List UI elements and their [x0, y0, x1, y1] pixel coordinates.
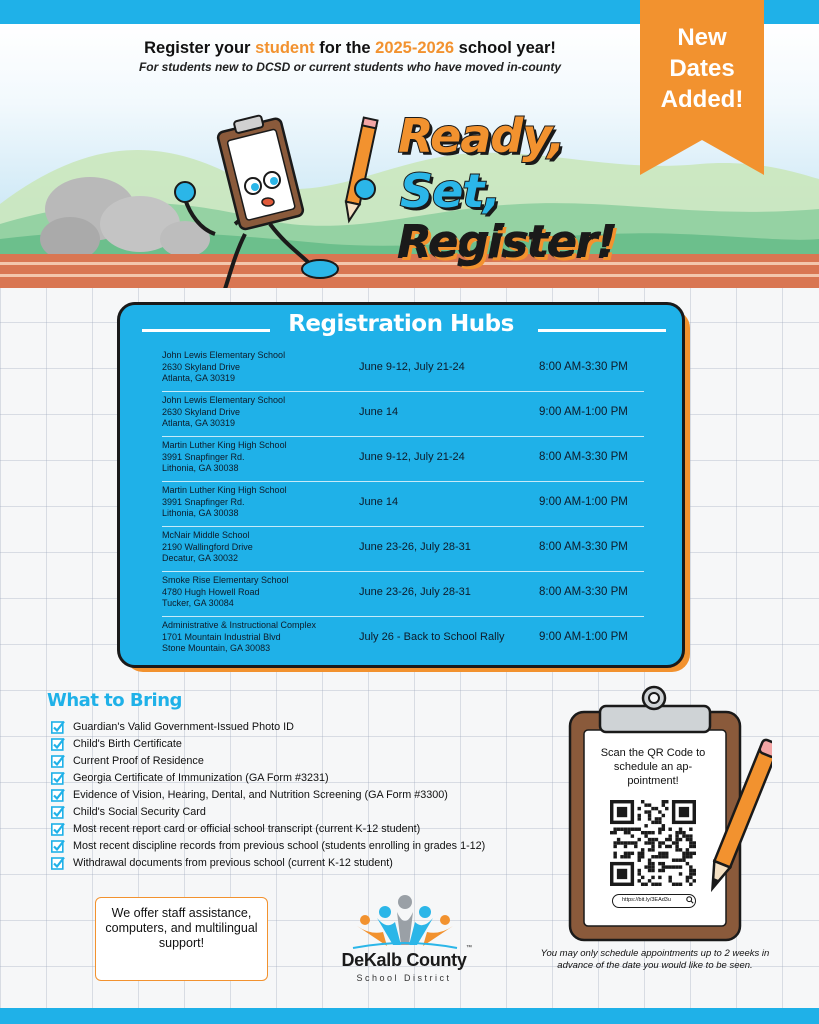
hub-dates: June 14 — [359, 406, 399, 418]
checkbox-checked-icon — [51, 720, 65, 734]
hub-school-name: Martin Luther King High School — [162, 485, 287, 495]
hub-row — [162, 437, 644, 482]
bring-item-label: Child's Birth Certificate — [73, 737, 182, 750]
hub-address — [162, 620, 357, 655]
hub-city: Atlanta, GA 30319 — [162, 418, 236, 428]
checkbox-checked-icon — [51, 771, 65, 785]
new-dates-label: New Dates Added! — [660, 24, 744, 113]
hub-hours: 9:00 AM-1:00 PM — [539, 406, 628, 418]
what-to-bring-title: What to Bring — [47, 690, 182, 711]
what-to-bring-list — [51, 718, 571, 871]
hub-city: Lithonia, GA 30038 — [162, 508, 239, 518]
staff-support-box: We offer staff assistance, computers, and multilingual support! — [95, 897, 268, 981]
checkbox-checked-icon — [51, 822, 65, 836]
title-rule-right — [538, 329, 666, 332]
bring-item — [51, 854, 571, 871]
hub-street: 3991 Snapfinger Rd. — [162, 496, 245, 507]
hub-city: Atlanta, GA 30319 — [162, 373, 236, 383]
hub-school-name: McNair Middle School — [162, 530, 250, 540]
qr-link[interactable]: https://bit.ly/3EAd3u — [622, 897, 671, 903]
checkbox-checked-icon — [51, 737, 65, 751]
hub-address — [162, 350, 357, 385]
bring-item-label: Georgia Certificate of Immunization (GA Form #3231) — [73, 771, 329, 784]
bring-item — [51, 752, 571, 769]
qr-code-icon[interactable] — [610, 800, 696, 886]
hub-hours: 8:00 AM-3:30 PM — [539, 586, 628, 598]
hub-hours: 8:00 AM-3:30 PM — [539, 541, 628, 553]
clipboard-mascot-icon — [40, 114, 400, 288]
bring-item-label: Guardian's Valid Government-Issued Photo ID — [73, 720, 294, 733]
logo-name: DeKalb County — [341, 950, 467, 970]
hub-school-name: Martin Luther King High School — [162, 440, 287, 450]
hub-address — [162, 485, 357, 520]
logo-subtitle: School District — [356, 973, 452, 983]
hub-row — [162, 527, 644, 572]
bring-item-label: Child's Social Security Card — [73, 805, 206, 818]
qr-instructions: Scan the QR Code to schedule an ap-pointment! — [600, 747, 706, 787]
bring-item — [51, 786, 571, 803]
title-rule-left — [142, 329, 270, 332]
bring-item — [51, 718, 571, 735]
hub-address — [162, 440, 357, 475]
hub-school-name: John Lewis Elementary School — [162, 395, 286, 405]
register-subheading: For students new to DCSD or current students who have moved in-county — [138, 60, 562, 74]
hub-street: 4780 Hugh Howell Road — [162, 586, 260, 597]
appointment-note: You may only schedule appointments up to 2 weeks in advance of the date you would like to be seen. — [540, 948, 770, 971]
checkbox-checked-icon — [51, 788, 65, 802]
hub-hours: 8:00 AM-3:30 PM — [539, 451, 628, 463]
slogan-register: Register! — [398, 217, 616, 268]
hub-row — [162, 617, 644, 662]
registration-hubs-panel — [117, 302, 685, 668]
hub-dates: June 14 — [359, 496, 399, 508]
bring-item — [51, 769, 571, 786]
hub-dates: July 26 - Back to School Rally — [359, 631, 505, 643]
hub-city: Stone Mountain, GA 30083 — [162, 643, 271, 653]
bring-item-label: Most recent report card or official school transcript (current K-12 student) — [73, 822, 421, 835]
hub-city: Tucker, GA 30084 — [162, 598, 234, 608]
logo-trademark: ™ — [466, 945, 472, 951]
bring-item — [51, 735, 571, 752]
bring-item-label: Withdrawal documents from previous school (current K-12 student) — [73, 856, 393, 869]
hub-dates: June 23-26, July 28-31 — [359, 586, 471, 598]
hub-city: Lithonia, GA 30038 — [162, 463, 239, 473]
register-heading: Register your student for the 2025-2026 school year! — [144, 39, 556, 57]
bring-item-label: Current Proof of Residence — [73, 754, 204, 767]
hub-street: 2190 Wallingford Drive — [162, 541, 253, 552]
hub-hours: 9:00 AM-1:00 PM — [539, 631, 628, 643]
hub-dates: June 23-26, July 28-31 — [359, 541, 471, 553]
slogan-set: Set, — [400, 164, 500, 218]
bring-item — [51, 803, 571, 820]
hub-school-name: Administrative & Instructional Complex — [162, 620, 317, 630]
bring-item-label: Most recent discipline records from previous school (students enrolling in grades 1-12) — [73, 839, 486, 852]
hub-street: 2630 Skyland Drive — [162, 361, 241, 372]
hub-hours: 8:00 AM-3:30 PM — [539, 361, 628, 373]
bring-item — [51, 837, 571, 854]
bring-item-label: Evidence of Vision, Hearing, Dental, and Nutrition Screening (GA Form #3300) — [73, 788, 448, 801]
bring-item — [51, 820, 571, 837]
hub-street: 3991 Snapfinger Rd. — [162, 451, 245, 462]
checkbox-checked-icon — [51, 856, 65, 870]
bottom-accent-bar — [0, 1008, 819, 1024]
hub-address — [162, 575, 357, 610]
hubs-title-row — [120, 311, 682, 343]
checkbox-checked-icon — [51, 839, 65, 853]
hub-row — [162, 347, 644, 392]
hub-street: 2630 Skyland Drive — [162, 406, 241, 417]
hub-address — [162, 395, 357, 430]
hub-city: Decatur, GA 30032 — [162, 553, 239, 563]
checkbox-checked-icon — [51, 754, 65, 768]
slogan-ready: Ready, — [398, 109, 565, 163]
hub-row — [162, 482, 644, 527]
search-icon — [686, 896, 694, 904]
hub-school-name: John Lewis Elementary School — [162, 350, 286, 360]
hub-address — [162, 530, 357, 565]
hub-dates: June 9-12, July 21-24 — [359, 361, 465, 373]
hub-dates: June 9-12, July 21-24 — [359, 451, 465, 463]
hub-row — [162, 392, 644, 437]
checkbox-checked-icon — [51, 805, 65, 819]
hub-street: 1701 Mountain Industrial Blvd — [162, 631, 281, 642]
hub-hours: 9:00 AM-1:00 PM — [539, 496, 628, 508]
hub-row — [162, 572, 644, 617]
hubs-title: Registration Hubs — [288, 311, 514, 337]
hub-school-name: Smoke Rise Elementary School — [162, 575, 289, 585]
